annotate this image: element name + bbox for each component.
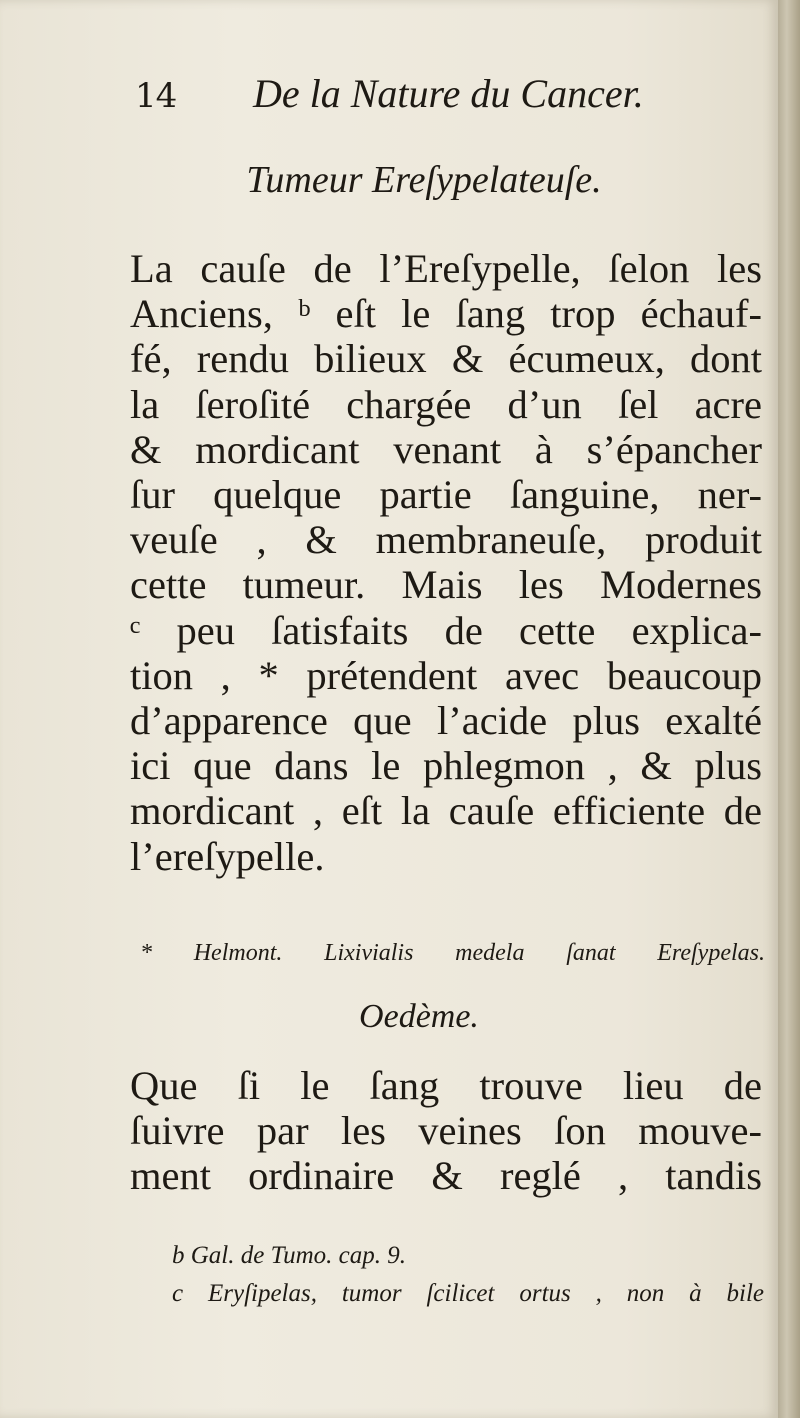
section-heading-oedeme: Oedème. bbox=[359, 998, 479, 1035]
text-line: Que ſi le ſang trouve lieu de bbox=[130, 1063, 762, 1108]
text-line: d’apparence que l’acide plus exalté bbox=[130, 698, 762, 744]
text-line: ici que dans le phlegmon , & plus bbox=[130, 743, 762, 789]
text-line: ſur quelque partie ſanguine, ner- bbox=[130, 472, 762, 518]
text-line: & mordicant venant à s’épancher bbox=[130, 426, 762, 472]
text-line: tion , * prétendent avec beaucoup bbox=[130, 652, 762, 698]
text-line: mordicant , eſt la cauſe efficiente de bbox=[130, 788, 762, 834]
text-line: Anciens, ᵇ eſt le ſang trop échauf- bbox=[130, 291, 762, 337]
paragraph-eresypelle bbox=[130, 246, 762, 879]
text-line: veuſe , & membraneuſe, produit bbox=[130, 517, 762, 563]
marginal-note-helmont: * Helmont. Lixivialis medela ſanat Ereſypelas. bbox=[140, 940, 765, 966]
text-line: ſuivre par les veines ſon mouve- bbox=[130, 1108, 762, 1154]
text-line: fé, rendu bilieux & écumeux, dont bbox=[130, 336, 762, 382]
footnote-b: b Gal. de Tumo. cap. 9. bbox=[172, 1242, 407, 1269]
section-heading-tumeur: Tumeur Ereſypelateuſe. bbox=[246, 159, 602, 201]
text-line: l’ereſypelle. bbox=[130, 833, 325, 879]
page-number: 14 bbox=[135, 76, 177, 116]
paragraph-oedeme bbox=[130, 1063, 762, 1199]
text-line: ᶜ peu ſatisfaits de cette explica- bbox=[130, 607, 762, 653]
page-header bbox=[135, 70, 745, 120]
page-edge bbox=[778, 0, 800, 1418]
footnote-c: c Eryſipelas, tumor ſcilicet ortus , non à bile bbox=[172, 1280, 764, 1307]
text-line: cette tumeur. Mais les Modernes bbox=[130, 562, 762, 608]
text-line: la ſeroſité chargée d’un ſel acre bbox=[130, 381, 762, 427]
footnotes bbox=[172, 1237, 764, 1313]
text-line: La cauſe de l’Ereſypelle, ſelon les bbox=[130, 246, 762, 291]
text-line: ment ordinaire & reglé , tandis bbox=[130, 1153, 762, 1199]
running-title: De la Nature du Cancer. bbox=[253, 71, 644, 116]
